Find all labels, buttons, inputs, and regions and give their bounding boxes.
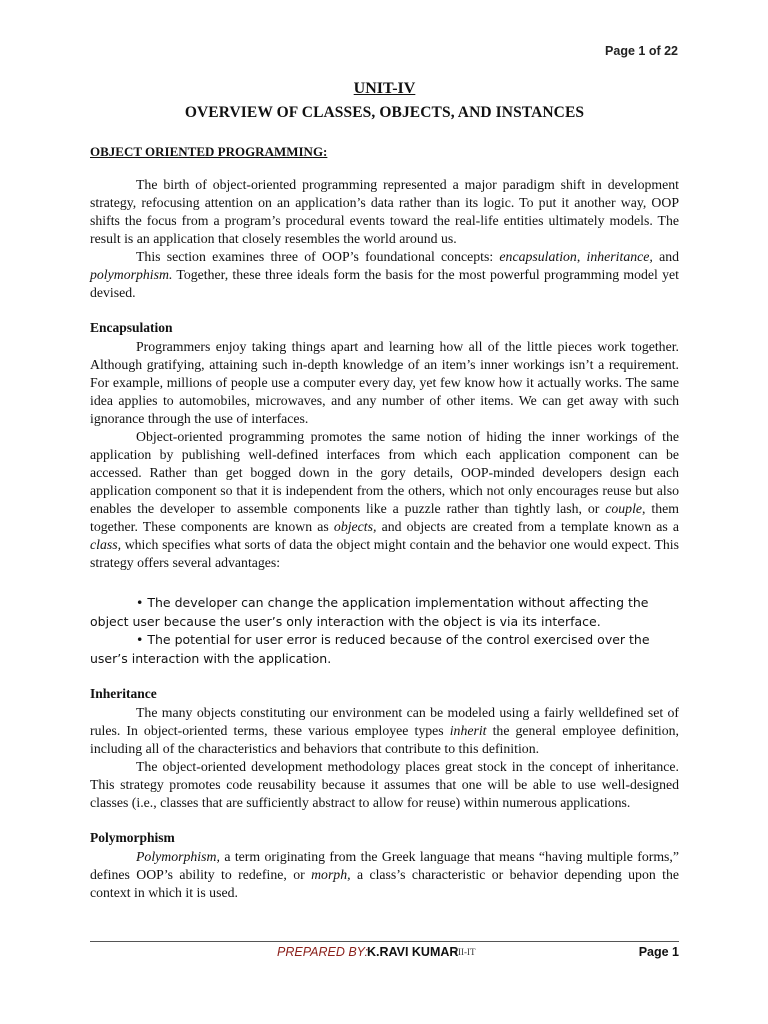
text-run: which specifies what sorts of data the object might contain and the behavior one would expect. This strategy offers several advantages: [90,537,679,570]
oop-paragraph-1: The birth of object-oriented programming represented a major paradigm shift in development strategy, refocusing attention on an application’s data rather than its logic. To put it another way, OOP shifts the focus from a program’s procedural events toward the real-life entities ultimately models. The result is an application that closely resembles the world around us. [90,177,679,246]
footer-divider [90,941,679,942]
emphasis-polymorphism-term: Polymorphism, [136,849,220,864]
list-item: • The developer can change the application implementation without affecting the object user because the user’s only interaction with the object is via its interface. [90,595,649,629]
text-run: and objects are created from a template known as a [376,519,679,534]
emphasis-encapsulation: encapsulation [499,249,577,264]
emphasis-inherit: inherit [449,723,487,738]
text-run: The many objects constituting our environment can be modeled using a fairly welldefined set of rules. In object-oriented terms, these various employee types [90,705,679,738]
encapsulation-paragraph-1: Programmers enjoy taking things apart and learning how all of the little pieces work together. Although gratifying, attaining such in-depth knowledge of an item’s inner workings isn’t a requirement. For example, millions of people use a computer every day, yet few know how it actually works. The same idea applies to automobiles, microwaves, and any number of other items. We can get away with such ignorance through the use of interfaces. [90,339,679,426]
text-run: , [576,249,587,264]
text-run: the general employee definition, including all of the characteristics and behaviors that contribute to this definition. [90,723,679,756]
inheritance-paragraph-1 [90,704,679,758]
inheritance-paragraph-2: The object-oriented development methodology places great stock in the concept of inheritance. This strategy promotes code reusability because it assumes that one will be able to use well-designed classes (i.e., classes that are sufficiently abstract to allow for reuse) within numerous applications. [90,759,679,810]
page-counter: Page 1 of 22 [605,44,678,58]
text-run: a term originating from the Greek language that means “having multiple forms,” defines OOP’s ability to redefine, or [90,849,679,882]
unit-heading: UNIT-IV [353,80,416,97]
prepared-by-label: PREPARED BY: [277,945,368,959]
section-heading-polymorphism: Polymorphism [90,830,175,845]
section-heading-oop: OBJECT ORIENTED PROGRAMMING: [90,144,328,159]
emphasis-couple: couple [605,501,643,516]
advantages-list [90,594,679,668]
emphasis-class: class, [90,537,122,552]
list-item: • The potential for user error is reduced because of the control exercised over the user’s interaction with the application. [90,632,650,666]
emphasis-morph: morph, [311,867,351,882]
text-run: , them together. These components are known as [90,501,679,534]
emphasis-polymorphism: polymorphism. [90,267,173,282]
emphasis-objects: objects, [333,519,377,534]
encapsulation-paragraph-2 [90,428,679,572]
text-run: Object-oriented programming promotes the same notion of hiding the inner workings of the application by publishing well-defined interfaces from which each application component can be accessed. Rather than get bogged down in the gory details, OOP-minded developers design each application component so that it is independent from the others, which not only encourages reuse but also enables the developer to assemble components like a puzzle rather than tightly lash, or [90,429,679,516]
page-title: OVERVIEW OF CLASSES, OBJECTS, AND INSTANCES [184,104,585,121]
section-heading-encapsulation: Encapsulation [90,320,173,335]
emphasis-inheritance: inheritance, [586,249,653,264]
text-run: Together, these three ideals form the basis for the most powerful programming model yet devised. [90,267,679,300]
text-run: This section examines three of OOP’s foundational concepts: [136,249,500,264]
text-run: and [652,249,679,264]
author-name: K.RAVI KUMAR [367,945,459,959]
page-content [90,80,679,902]
oop-paragraph-2 [90,248,679,302]
text-run: a class’s characteristic or behavior depending upon the context in which it is used. [90,867,679,900]
author-class: III-IT [455,947,476,957]
polymorphism-paragraph-1 [90,848,679,902]
section-heading-inheritance: Inheritance [90,686,157,701]
page-footer [90,945,679,965]
footer-page-number: Page 1 [638,945,679,959]
